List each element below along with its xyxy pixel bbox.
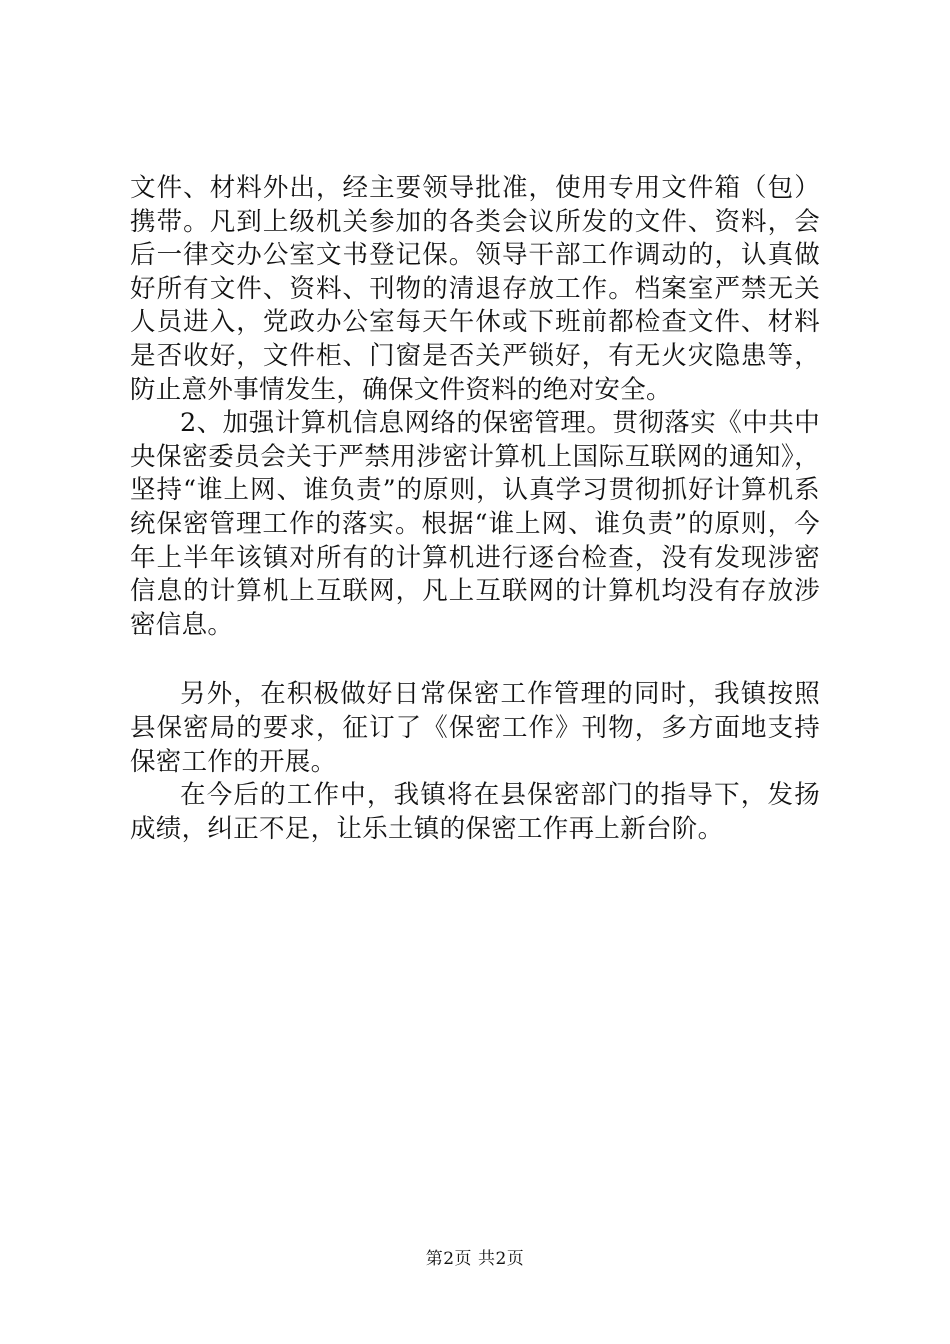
document-body <box>130 172 820 846</box>
paragraph-subscription: 另外，在积极做好日常保密工作管理的同时，我镇按照县保密局的要求，征订了《保密工作》刊物，多方面地支持保密工作的开展。 <box>130 679 820 777</box>
paragraph-file-handling: 文件、材料外出，经主要领导批准，使用专用文件箱（包）携带。凡到上级机关参加的各类会议所发的文件、资料，会后一律交办公室文书登记保。领导干部工作调动的，认真做好所有文件、资料、刊物的清退存放工作。档案室严禁无关人员进入，党政办公室每天午休或下班前都检查文件、材料是否收好，文件柜、门窗是否关严锁好，有无火灾隐患等，防止意外事情发生，确保文件资料的绝对安全。 <box>130 173 820 405</box>
paragraph-network-security: 2、加强计算机信息网络的保密管理。贯彻落实《中共中央保密委员会关于严禁用涉密计算机上国际互联网的通知》，坚持“谁上网、谁负责”的原则，认真学习贯彻抓好计算机系统保密管理工作的落实。根据“谁上网、谁负责”的原则，今年上半年该镇对所有的计算机进行逐台检查，没有发现涉密信息的计算机上互联网，凡上互联网的计算机均没有存放涉密信息。 <box>130 408 820 640</box>
page-footer: 第2页 共2页 <box>425 1249 525 1269</box>
paragraph-spacer <box>130 642 820 678</box>
paragraph-conclusion: 在今后的工作中，我镇将在县保密部门的指导下，发扬成绩，纠正不足，让乐土镇的保密工作再上新台阶。 <box>130 780 820 844</box>
